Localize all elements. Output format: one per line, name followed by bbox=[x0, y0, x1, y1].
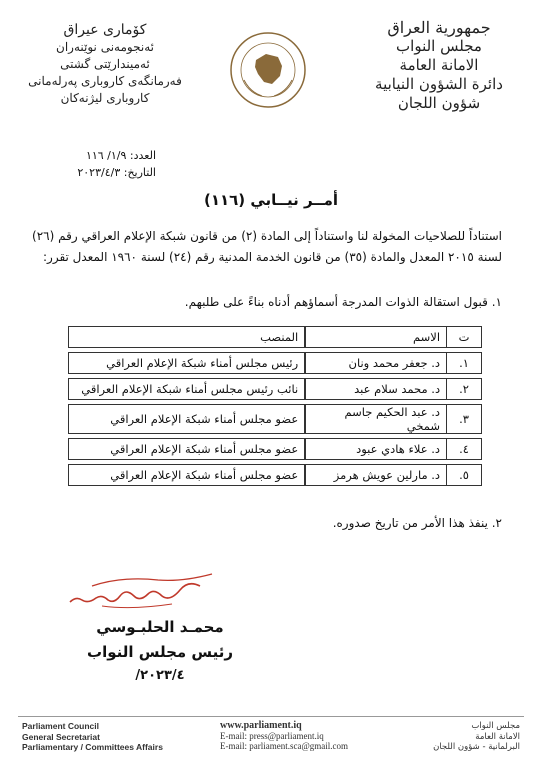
footer-contact bbox=[220, 721, 348, 751]
row-position: نائب رئيس مجلس أمناء شبكة الإعلام العراقي bbox=[68, 378, 305, 400]
letterhead-line: شؤون اللجان bbox=[397, 94, 481, 112]
row-name: د. مارلين عويش هرمز bbox=[305, 464, 447, 486]
letterhead-line: فەرمانگەی كاروباری پەرلەمانی bbox=[28, 74, 182, 88]
signer-title: رئيس مجلس النواب bbox=[87, 643, 233, 661]
footer-english bbox=[22, 721, 163, 753]
clause-one: ١. قبول استقالة الذوات المدرجة أسماؤهم أدناه بناءً على طلبهم. bbox=[184, 295, 502, 309]
letterhead-line: مجلس النواب bbox=[396, 37, 482, 55]
signer-date: ٢٠٢٣/٤/ bbox=[135, 668, 185, 683]
letterhead-line: الامانة العامة bbox=[399, 56, 479, 74]
parliament-seal-icon bbox=[228, 30, 308, 110]
footer-website[interactable]: www.parliament.iq bbox=[220, 720, 302, 731]
table-row bbox=[68, 378, 482, 400]
reference-number: العدد: ١/٩/ ١١٦ bbox=[85, 149, 156, 162]
footer-email[interactable]: E-mail: parliament.sca@gmail.com bbox=[220, 741, 348, 751]
header-position: المنصب bbox=[68, 326, 305, 348]
letterhead-line: دائرة الشؤون النيابية bbox=[375, 75, 503, 93]
letterhead-kurdish bbox=[20, 22, 190, 107]
letterhead-line: ئەمیندارێتی گشتی bbox=[60, 57, 150, 71]
header-name: الاسم bbox=[305, 326, 447, 348]
row-name: د. جعفر محمد ونان bbox=[305, 352, 447, 374]
row-name: د. عبد الحكيم جاسم شمخي bbox=[305, 404, 447, 434]
table-row bbox=[68, 352, 482, 374]
row-name: د. محمد سلام عبد bbox=[305, 378, 447, 400]
table-row bbox=[68, 438, 482, 460]
reference-date: التاريخ: ٢٠٢٣/٤/٣ bbox=[77, 166, 156, 179]
footer-line: General Secretariat bbox=[22, 731, 100, 742]
row-num: ١. bbox=[447, 352, 482, 374]
row-name: د. علاء هادي عبود bbox=[305, 438, 447, 460]
letterhead-arabic bbox=[354, 18, 524, 113]
clause-two: ٢. ينفذ هذا الأمر من تاريخ صدوره. bbox=[332, 516, 502, 530]
letterhead-line: جمهورية العراق bbox=[387, 18, 491, 37]
signer-name: محمـد الحلبـوسي bbox=[96, 618, 224, 636]
footer-divider bbox=[18, 716, 524, 717]
table-row bbox=[68, 404, 482, 434]
row-num: ٤. bbox=[447, 438, 482, 460]
letterhead-line: كۆماری عیراق bbox=[63, 22, 147, 38]
signature-icon bbox=[62, 566, 222, 616]
reference-block bbox=[36, 147, 156, 181]
preamble-paragraph: استناداً للصلاحيات المخولة لنا واستناداً إلى المادة (٢) من قانون شبكة الإعلام العراقي رقم (٢٦) لسنة ٢٠١٥ المعدل والمادة (٣٥) من قانون الخدمة المدنية رقم (٢٤) لسنة ١٩٦٠ المعدل تقرر: bbox=[32, 229, 502, 264]
signer-block bbox=[70, 615, 250, 687]
footer-line: مجلس النواب bbox=[471, 721, 520, 731]
row-num: ٣. bbox=[447, 404, 482, 434]
footer-arabic bbox=[433, 721, 520, 753]
footer-line: Parliamentary / Committees Affairs bbox=[22, 742, 163, 752]
footer-line: البرلمانية - شؤون اللجان bbox=[433, 742, 520, 752]
footer-line: الامانة العامة bbox=[475, 731, 520, 742]
footer-line: Parliament Council bbox=[22, 721, 99, 731]
row-position: رئيس مجلس أمناء شبكة الإعلام العراقي bbox=[68, 352, 305, 374]
letterhead-line: كاروباری لیژنەكان bbox=[60, 91, 150, 105]
header-num: ت bbox=[447, 326, 482, 348]
letterhead-line: ئەنجومەنی نوێنەران bbox=[56, 40, 154, 54]
table-row bbox=[68, 464, 482, 486]
row-position: عضو مجلس أمناء شبكة الإعلام العراقي bbox=[68, 438, 305, 460]
row-position: عضو مجلس أمناء شبكة الإعلام العراقي bbox=[68, 404, 305, 434]
row-position: عضو مجلس أمناء شبكة الإعلام العراقي bbox=[68, 464, 305, 486]
row-num: ٥. bbox=[447, 464, 482, 486]
members-table bbox=[68, 322, 482, 490]
table-header-row bbox=[68, 326, 482, 348]
row-num: ٢. bbox=[447, 378, 482, 400]
footer-email[interactable]: E-mail: press@parliament.iq bbox=[220, 731, 324, 741]
order-title: أمــر نيــابي (١١٦) bbox=[203, 191, 339, 209]
